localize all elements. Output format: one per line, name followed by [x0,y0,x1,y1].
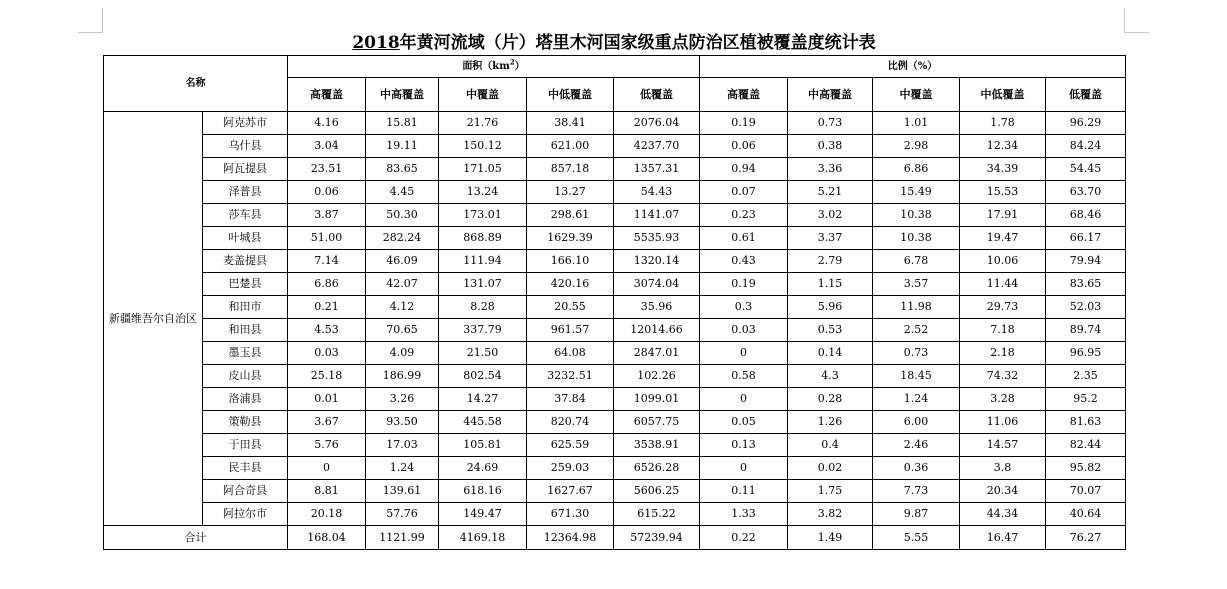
value-cell: 46.09 [366,250,439,273]
value-cell: 0.4 [788,434,873,457]
county-name-cell: 阿克苏市 [203,112,288,135]
value-cell: 1.75 [788,480,873,503]
value-cell: 21.76 [439,112,527,135]
total-value-cell: 4169.18 [439,526,527,550]
value-cell: 2847.01 [614,342,700,365]
value-cell: 24.69 [439,457,527,480]
header-ratio-high: 高覆盖 [700,78,788,112]
value-cell: 0.19 [700,273,788,296]
value-cell: 0.21 [288,296,366,319]
value-cell: 186.99 [366,365,439,388]
value-cell: 3232.51 [527,365,614,388]
header-area-low: 低覆盖 [614,78,700,112]
value-cell: 0.94 [700,158,788,181]
value-cell: 0.53 [788,319,873,342]
header-name: 名称 [104,56,288,112]
value-cell: 3.26 [366,388,439,411]
county-name-cell: 和田市 [203,296,288,319]
value-cell: 70.07 [1046,480,1126,503]
value-cell: 0.01 [288,388,366,411]
value-cell: 105.81 [439,434,527,457]
value-cell: 0.11 [700,480,788,503]
value-cell: 3.82 [788,503,873,526]
value-cell: 10.38 [873,227,960,250]
value-cell: 0.28 [788,388,873,411]
value-cell: 7.18 [960,319,1046,342]
value-cell: 445.58 [439,411,527,434]
value-cell: 2.79 [788,250,873,273]
value-cell: 64.08 [527,342,614,365]
county-name-cell: 墨玉县 [203,342,288,365]
value-cell: 2.98 [873,135,960,158]
value-cell: 337.79 [439,319,527,342]
value-cell: 0.19 [700,112,788,135]
value-cell: 2076.04 [614,112,700,135]
value-cell: 18.45 [873,365,960,388]
value-cell: 298.61 [527,204,614,227]
value-cell: 0.36 [873,457,960,480]
value-cell: 3.87 [288,204,366,227]
value-cell: 95.82 [1046,457,1126,480]
value-cell: 2.35 [1046,365,1126,388]
total-value-cell: 0.22 [700,526,788,550]
value-cell: 5.96 [788,296,873,319]
total-value-cell: 16.47 [960,526,1046,550]
value-cell: 6.86 [873,158,960,181]
value-cell: 15.49 [873,181,960,204]
value-cell: 81.63 [1046,411,1126,434]
value-cell: 83.65 [1046,273,1126,296]
value-cell: 15.53 [960,181,1046,204]
value-cell: 2.18 [960,342,1046,365]
total-value-cell: 1121.99 [366,526,439,550]
value-cell: 7.73 [873,480,960,503]
value-cell: 1.78 [960,112,1046,135]
value-cell: 21.50 [439,342,527,365]
header-ratio-mid: 中覆盖 [873,78,960,112]
value-cell: 13.27 [527,181,614,204]
county-name-cell: 于田县 [203,434,288,457]
value-cell: 3.36 [788,158,873,181]
vegetation-coverage-table [103,55,1126,550]
value-cell: 10.38 [873,204,960,227]
value-cell: 96.95 [1046,342,1126,365]
value-cell: 17.91 [960,204,1046,227]
value-cell: 6057.75 [614,411,700,434]
table-row [104,434,1126,457]
value-cell: 40.64 [1046,503,1126,526]
value-cell: 5535.93 [614,227,700,250]
table-row [104,112,1126,135]
value-cell: 961.57 [527,319,614,342]
value-cell: 0.43 [700,250,788,273]
value-cell: 4.16 [288,112,366,135]
value-cell: 20.18 [288,503,366,526]
county-name-cell: 莎车县 [203,204,288,227]
total-value-cell: 12364.98 [527,526,614,550]
header-row-1 [104,56,1126,78]
value-cell: 4.3 [788,365,873,388]
value-cell: 9.87 [873,503,960,526]
county-name-cell: 策勒县 [203,411,288,434]
value-cell: 282.24 [366,227,439,250]
total-value-cell: 76.27 [1046,526,1126,550]
value-cell: 259.03 [527,457,614,480]
value-cell: 20.34 [960,480,1046,503]
table-row [104,158,1126,181]
header-area-mid: 中覆盖 [439,78,527,112]
value-cell: 17.03 [366,434,439,457]
total-row [104,526,1126,550]
value-cell: 3.28 [960,388,1046,411]
value-cell: 11.98 [873,296,960,319]
value-cell: 6526.28 [614,457,700,480]
table-row [104,503,1126,526]
table-row [104,227,1126,250]
value-cell: 615.22 [614,503,700,526]
table-row [104,181,1126,204]
value-cell: 5.21 [788,181,873,204]
value-cell: 79.94 [1046,250,1126,273]
value-cell: 150.12 [439,135,527,158]
value-cell: 1.01 [873,112,960,135]
title-text: 年黄河流域（片）塔里木河国家级重点防治区植被覆盖度统计表 [399,33,876,53]
value-cell: 52.03 [1046,296,1126,319]
value-cell: 1357.31 [614,158,700,181]
value-cell: 7.14 [288,250,366,273]
value-cell: 0.73 [873,342,960,365]
table-row [104,135,1126,158]
value-cell: 1320.14 [614,250,700,273]
value-cell: 671.30 [527,503,614,526]
value-cell: 166.10 [527,250,614,273]
page-title [103,32,1125,54]
header-ratio: 比例（%） [700,56,1126,78]
value-cell: 149.47 [439,503,527,526]
value-cell: 868.89 [439,227,527,250]
table-row [104,296,1126,319]
value-cell: 0.03 [700,319,788,342]
table-row [104,457,1126,480]
value-cell: 54.45 [1046,158,1126,181]
value-cell: 0.61 [700,227,788,250]
value-cell: 63.70 [1046,181,1126,204]
total-label-cell: 合计 [104,526,288,550]
county-name-cell: 和田县 [203,319,288,342]
value-cell: 15.81 [366,112,439,135]
county-name-cell: 叶城县 [203,227,288,250]
value-cell: 0.38 [788,135,873,158]
header-area-high: 高覆盖 [288,78,366,112]
value-cell: 0.23 [700,204,788,227]
value-cell: 12014.66 [614,319,700,342]
county-name-cell: 泽普县 [203,181,288,204]
value-cell: 621.00 [527,135,614,158]
value-cell: 8.28 [439,296,527,319]
total-value-cell: 57239.94 [614,526,700,550]
value-cell: 0 [700,457,788,480]
table-row [104,365,1126,388]
value-cell: 857.18 [527,158,614,181]
value-cell: 0.06 [288,181,366,204]
value-cell: 1.24 [873,388,960,411]
value-cell: 625.59 [527,434,614,457]
value-cell: 2.52 [873,319,960,342]
value-cell: 0.06 [700,135,788,158]
table-row [104,250,1126,273]
county-name-cell: 洛浦县 [203,388,288,411]
value-cell: 1.33 [700,503,788,526]
value-cell: 802.54 [439,365,527,388]
value-cell: 4.45 [366,181,439,204]
value-cell: 14.57 [960,434,1046,457]
header-ratio-mid-low: 中低覆盖 [960,78,1046,112]
value-cell: 51.00 [288,227,366,250]
value-cell: 3538.91 [614,434,700,457]
county-name-cell: 阿瓦提县 [203,158,288,181]
value-cell: 20.55 [527,296,614,319]
value-cell: 0.14 [788,342,873,365]
value-cell: 3.57 [873,273,960,296]
value-cell: 102.26 [614,365,700,388]
value-cell: 37.84 [527,388,614,411]
value-cell: 95.2 [1046,388,1126,411]
header-area-mid-high: 中高覆盖 [366,78,439,112]
value-cell: 8.81 [288,480,366,503]
value-cell: 42.07 [366,273,439,296]
value-cell: 1.24 [366,457,439,480]
table-row [104,273,1126,296]
value-cell: 25.18 [288,365,366,388]
table-row [104,319,1126,342]
value-cell: 29.73 [960,296,1046,319]
table-row [104,411,1126,434]
value-cell: 3.02 [788,204,873,227]
value-cell: 14.27 [439,388,527,411]
county-name-cell: 阿拉尔市 [203,503,288,526]
value-cell: 139.61 [366,480,439,503]
value-cell: 5.76 [288,434,366,457]
total-value-cell: 5.55 [873,526,960,550]
value-cell: 74.32 [960,365,1046,388]
value-cell: 6.00 [873,411,960,434]
county-name-cell: 阿合奇县 [203,480,288,503]
value-cell: 0.58 [700,365,788,388]
value-cell: 173.01 [439,204,527,227]
value-cell: 0.03 [288,342,366,365]
value-cell: 82.44 [1046,434,1126,457]
value-cell: 68.46 [1046,204,1126,227]
value-cell: 0 [288,457,366,480]
value-cell: 50.30 [366,204,439,227]
value-cell: 35.96 [614,296,700,319]
value-cell: 618.16 [439,480,527,503]
county-name-cell: 麦盖提县 [203,250,288,273]
value-cell: 420.16 [527,273,614,296]
value-cell: 3.37 [788,227,873,250]
value-cell: 6.78 [873,250,960,273]
value-cell: 11.44 [960,273,1046,296]
value-cell: 13.24 [439,181,527,204]
value-cell: 3.8 [960,457,1046,480]
value-cell: 820.74 [527,411,614,434]
value-cell: 4.09 [366,342,439,365]
value-cell: 2.46 [873,434,960,457]
value-cell: 6.86 [288,273,366,296]
value-cell: 12.34 [960,135,1046,158]
value-cell: 89.74 [1046,319,1126,342]
value-cell: 3074.04 [614,273,700,296]
value-cell: 19.47 [960,227,1046,250]
value-cell: 84.24 [1046,135,1126,158]
value-cell: 0.05 [700,411,788,434]
value-cell: 4237.70 [614,135,700,158]
value-cell: 4.53 [288,319,366,342]
value-cell: 93.50 [366,411,439,434]
value-cell: 3.04 [288,135,366,158]
value-cell: 0.73 [788,112,873,135]
value-cell: 171.05 [439,158,527,181]
value-cell: 1099.01 [614,388,700,411]
value-cell: 1.26 [788,411,873,434]
county-name-cell: 乌什县 [203,135,288,158]
value-cell: 4.12 [366,296,439,319]
value-cell: 34.39 [960,158,1046,181]
value-cell: 0 [700,388,788,411]
county-name-cell: 民丰县 [203,457,288,480]
value-cell: 3.67 [288,411,366,434]
table-row [104,342,1126,365]
total-value-cell: 1.49 [788,526,873,550]
value-cell: 1.15 [788,273,873,296]
value-cell: 1627.67 [527,480,614,503]
value-cell: 0.3 [700,296,788,319]
header-ratio-low: 低覆盖 [1046,78,1126,112]
value-cell: 23.51 [288,158,366,181]
value-cell: 57.76 [366,503,439,526]
title-year: 2018 [352,33,400,53]
table-row [104,388,1126,411]
value-cell: 38.41 [527,112,614,135]
value-cell: 5606.25 [614,480,700,503]
table-row [104,480,1126,503]
header-area: 面积$(km^2)$ [288,56,700,78]
page-corner-mark-left [78,8,103,33]
value-cell: 44.34 [960,503,1046,526]
value-cell: 111.94 [439,250,527,273]
value-cell: 11.06 [960,411,1046,434]
value-cell: 0 [700,342,788,365]
value-cell: 54.43 [614,181,700,204]
value-cell: 19.11 [366,135,439,158]
region-cell: 新疆维吾尔自治区 [104,112,203,526]
value-cell: 1141.07 [614,204,700,227]
value-cell: 131.07 [439,273,527,296]
value-cell: 0.07 [700,181,788,204]
value-cell: 0.02 [788,457,873,480]
value-cell: 70.65 [366,319,439,342]
value-cell: 1629.39 [527,227,614,250]
value-cell: 83.65 [366,158,439,181]
county-name-cell: 皮山县 [203,365,288,388]
total-value-cell: 168.04 [288,526,366,550]
header-ratio-mid-high: 中高覆盖 [788,78,873,112]
value-cell: 10.06 [960,250,1046,273]
header-area-mid-low: 中低覆盖 [527,78,614,112]
table-row [104,204,1126,227]
value-cell: 96.29 [1046,112,1126,135]
page-corner-mark-right [1124,8,1149,33]
value-cell: 66.17 [1046,227,1126,250]
value-cell: 0.13 [700,434,788,457]
county-name-cell: 巴楚县 [203,273,288,296]
